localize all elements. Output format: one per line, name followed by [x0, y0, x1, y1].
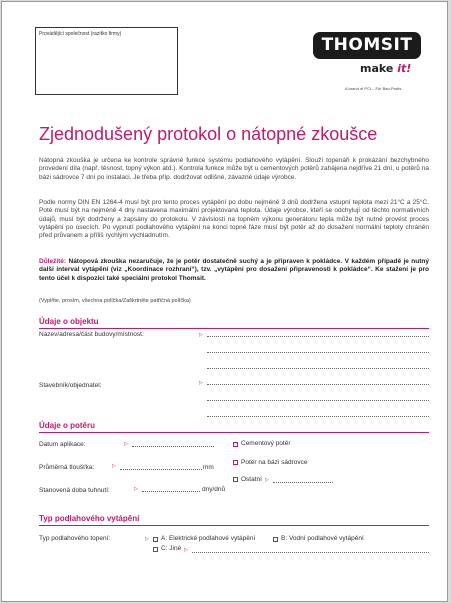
other-screed-label: Ostatní	[241, 476, 262, 483]
cement-screed-label: Cementový potěr	[241, 440, 291, 447]
address-label: Název/adresa/část budovy/místnost:	[39, 331, 144, 338]
section-screed-rule	[39, 432, 429, 433]
important-text: Nátopová zkouška nezaručuje, že je potěr dostatečně suchý a je připraven k pokládce. V každém případě je nutný další interval vytápění (viz „Koordinace rozhraní“), tzv. „vytápění pro dosažení připravenosti k pokládce“. Ke stažení je pro tento účel k dispozici také speciální protokol Thomsit.	[39, 258, 429, 282]
section-object-title: Údaje o objektu	[39, 317, 99, 326]
other-marker-icon: ▷	[265, 477, 269, 483]
thickness-field[interactable]	[120, 465, 202, 470]
date-label: Datum aplikace:	[39, 441, 86, 448]
brand-note: A brand of PCI – Für Bau-Profis	[345, 86, 402, 91]
other-heating-field[interactable]	[192, 548, 429, 553]
cement-screed-checkbox[interactable]	[233, 442, 238, 447]
water-heating-label: B: Vodní podlahové vytápění	[281, 535, 364, 542]
heating-type-label: Typ podlahového topení:	[39, 535, 111, 542]
thickness-label: Průměrná tloušťka:	[39, 464, 95, 471]
other-heating-marker-icon: ▷	[184, 547, 188, 553]
date-marker-icon: ▷	[124, 441, 128, 447]
address-field-line-2[interactable]	[207, 348, 429, 353]
other-screed-field[interactable]	[273, 478, 333, 483]
drying-marker-icon: ▷	[134, 486, 138, 492]
thickness-unit: mm	[203, 464, 214, 471]
fill-note: (Vyplňte, prosím, všechna políčka/Zaškrtněte patřičná políčka)	[39, 298, 191, 304]
builder-marker-icon: ▷	[199, 380, 203, 386]
intro-paragraph-2: Podle normy DIN EN 1264-4 musí být pro tento proces vytápění po dobu nejméně 3 dnů dodržena vstupní teplota mezi 21°C a 25°C. Poté musí být na nejméně 4 dny nastavena maximální projektovaná teplota. Údaje výrobce, kteří se odchylují od těchto normativních údajů, musí být dodrženy a zapsány do protokolu. V závislosti na topném výkonu generátoru tepla může být nutné provést proces vytápění po úsecích. Po vypnutí podlahového vytápění na konci topné fáze musí být potěr až do dosažení normální teploty chráněn před průvanem a příliš rychlým vychladnutím.	[39, 199, 429, 240]
builder-field-line-2[interactable]	[207, 396, 429, 401]
builder-field-line-3[interactable]	[207, 412, 429, 417]
address-marker-icon: ▷	[199, 332, 203, 338]
address-field-line-1[interactable]	[207, 332, 429, 337]
builder-field-line-1[interactable]	[207, 380, 429, 385]
drying-unit: dny/dnů	[202, 486, 226, 493]
important-paragraph	[39, 258, 429, 283]
thickness-marker-icon: ▷	[112, 463, 116, 469]
builder-label: Stavebník/objednatel:	[39, 382, 102, 389]
important-prefix: Důležité:	[39, 258, 67, 265]
brand-slogan: make it!	[360, 62, 412, 75]
section-screed-title: Údaje o potěru	[39, 421, 96, 430]
date-field[interactable]	[132, 442, 214, 447]
drying-label: Stanovená doba tuhnutí:	[39, 487, 110, 494]
gypsum-screed-label: Potěr na bázi sádrovce	[241, 459, 308, 466]
heating-marker-icon: ▷	[145, 536, 149, 542]
address-field-line-3[interactable]	[207, 364, 429, 369]
other-screed-checkbox[interactable]	[233, 477, 238, 482]
electric-heating-label: A: Elektrické podlahové vytápění	[161, 535, 256, 542]
water-heating-checkbox[interactable]	[273, 537, 278, 542]
page-title: Zjednodušený protokol o nátopné zkoušce	[39, 124, 378, 144]
electric-heating-checkbox[interactable]	[153, 537, 158, 542]
gypsum-screed-checkbox[interactable]	[233, 460, 238, 465]
other-heating-label: C: Jiné	[161, 545, 182, 552]
drying-field[interactable]	[142, 487, 200, 492]
document-page	[1, 1, 448, 602]
company-stamp-box[interactable]	[35, 27, 178, 95]
section-object-rule	[39, 328, 429, 329]
stamp-box-label: Provádějící společnost (razítko firmy)	[39, 31, 122, 37]
intro-paragraph-1: Nátopná zkouška je určena ke kontrole správné funkce systému podlahového vytápění. Slouží topenáři k prokázání bezchybného provedení díla (např. těsnost, topný výkon atd.). Kontrola funkce může být u cementových potěrů zahájena nejdříve 21 dní, u potěrů na bázi sádrovce 7 dní po instalaci. Je třeba příp. dodržovat odlišné, závazné údaje výrobce.	[39, 157, 429, 181]
section-heating-rule	[39, 525, 429, 526]
thomsit-logo: THOMSIT	[313, 32, 421, 59]
other-heating-checkbox[interactable]	[153, 547, 158, 552]
section-heating-title: Typ podlahového vytápění	[39, 514, 140, 523]
